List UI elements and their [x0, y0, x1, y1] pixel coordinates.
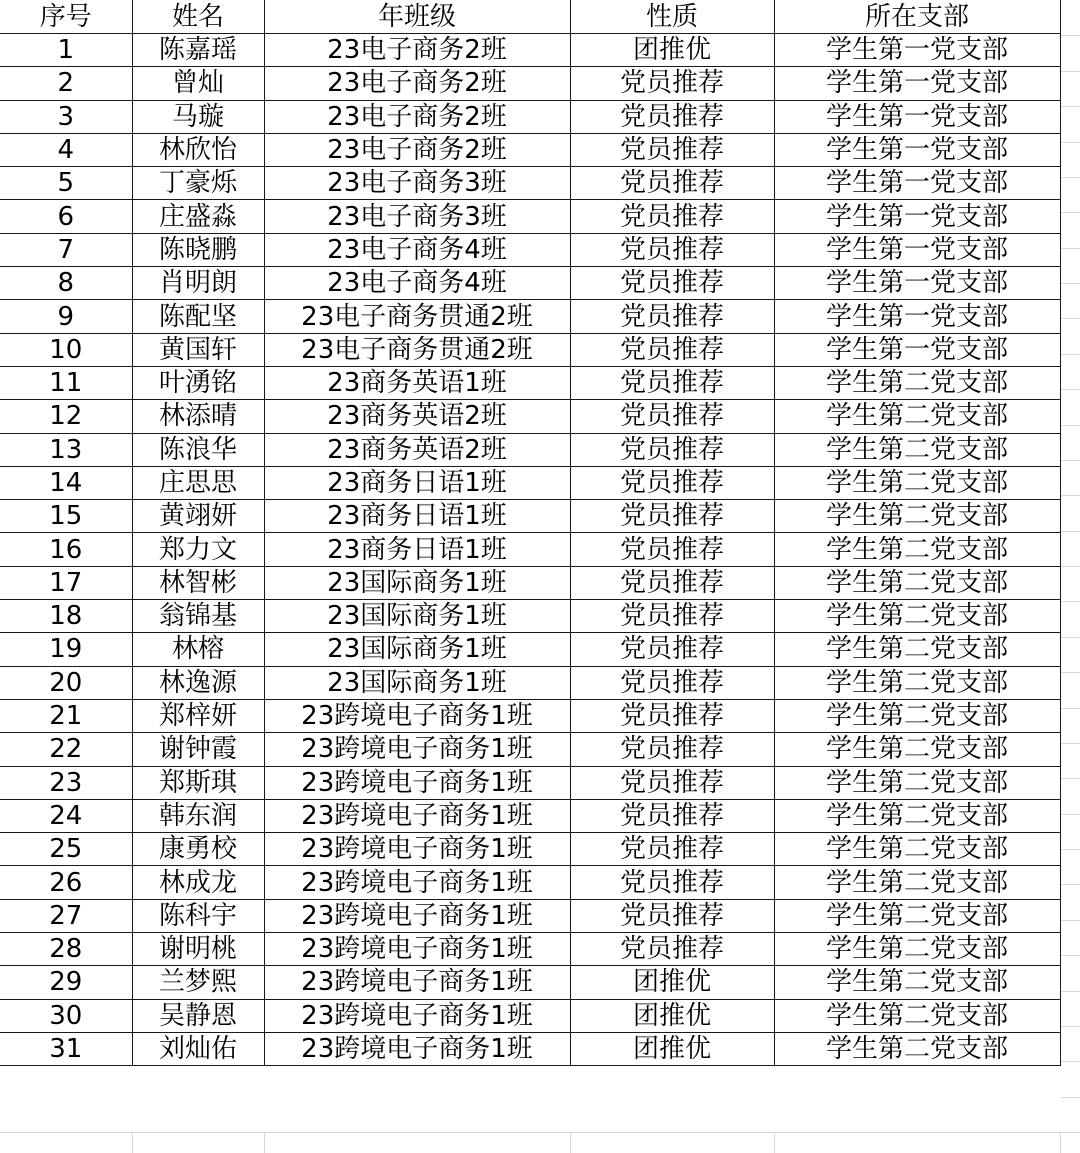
gridline [1061, 71, 1080, 72]
cell-name[interactable]: 曾灿 [132, 67, 264, 100]
cell-class[interactable]: 23商务日语1班 [264, 533, 570, 566]
cell-name[interactable]: 郑梓妍 [132, 699, 264, 732]
cell-class[interactable]: 23电子商务4班 [264, 267, 570, 300]
cell-index[interactable]: 2 [0, 67, 132, 100]
cell-index[interactable]: 6 [0, 200, 132, 233]
gridline [1061, 814, 1080, 815]
cell-name[interactable]: 谢明桃 [132, 933, 264, 966]
header-row [0, 0, 1060, 34]
table-row [0, 433, 1060, 466]
cell-branch[interactable]: 学生第二党支部 [774, 633, 1060, 666]
cell-type[interactable]: 党员推荐 [570, 899, 774, 932]
gridline [132, 1133, 133, 1153]
cell-type[interactable]: 团推优 [570, 1032, 774, 1065]
table-row [0, 666, 1060, 699]
cell-name[interactable]: 郑斯琪 [132, 766, 264, 799]
cell-name[interactable]: 陈浪华 [132, 433, 264, 466]
header-name[interactable]: 姓名 [132, 0, 264, 34]
cell-branch[interactable]: 学生第二党支部 [774, 699, 1060, 732]
gridline [1061, 672, 1080, 673]
table-row [0, 566, 1060, 599]
cell-index[interactable]: 23 [0, 766, 132, 799]
header-index[interactable]: 序号 [0, 0, 132, 34]
cell-class[interactable]: 23电子商务2班 [264, 67, 570, 100]
cell-branch[interactable]: 学生第二党支部 [774, 833, 1060, 866]
gridline [1061, 1061, 1080, 1062]
cell-branch[interactable]: 学生第一党支部 [774, 100, 1060, 133]
cell-index[interactable]: 18 [0, 600, 132, 633]
cell-type[interactable]: 党员推荐 [570, 67, 774, 100]
cell-class[interactable]: 23跨境电子商务1班 [264, 966, 570, 999]
table-row [0, 267, 1060, 300]
table-row [0, 34, 1060, 67]
cell-branch[interactable]: 学生第一党支部 [774, 300, 1060, 333]
table-row [0, 167, 1060, 200]
gridline [1061, 566, 1080, 567]
cell-type[interactable]: 党员推荐 [570, 733, 774, 766]
cell-class[interactable]: 23跨境电子商务1班 [264, 1032, 570, 1065]
gridline [1061, 849, 1080, 850]
cell-class[interactable]: 23商务英语1班 [264, 366, 570, 399]
cell-name[interactable]: 马璇 [132, 100, 264, 133]
cell-index[interactable]: 10 [0, 333, 132, 366]
cell-name[interactable]: 庄思思 [132, 466, 264, 499]
cell-name[interactable]: 黄翊妍 [132, 500, 264, 533]
cell-name[interactable]: 林添晴 [132, 400, 264, 433]
empty-column-gridlines [1061, 0, 1080, 1132]
cell-index[interactable]: 30 [0, 999, 132, 1032]
cell-branch[interactable]: 学生第一党支部 [774, 34, 1060, 67]
cell-type[interactable]: 党员推荐 [570, 133, 774, 166]
cell-branch[interactable]: 学生第二党支部 [774, 866, 1060, 899]
cell-index[interactable]: 12 [0, 400, 132, 433]
gridline [1061, 1026, 1080, 1027]
table-row [0, 1032, 1060, 1065]
roster-body [0, 34, 1060, 1066]
cell-name[interactable]: 林智彬 [132, 566, 264, 599]
cell-type[interactable]: 党员推荐 [570, 766, 774, 799]
cell-branch[interactable]: 学生第一党支部 [774, 233, 1060, 266]
cell-type[interactable]: 党员推荐 [570, 366, 774, 399]
cell-class[interactable]: 23电子商务3班 [264, 167, 570, 200]
cell-type[interactable]: 团推优 [570, 999, 774, 1032]
cell-name[interactable]: 陈嘉瑶 [132, 34, 264, 67]
table-row [0, 100, 1060, 133]
gridline [1061, 884, 1080, 885]
cell-index[interactable]: 20 [0, 666, 132, 699]
gridline [1060, 1133, 1061, 1153]
gridline [1061, 955, 1080, 956]
header-type[interactable]: 性质 [570, 0, 774, 34]
table-row [0, 766, 1060, 799]
cell-class[interactable]: 23国际商务1班 [264, 566, 570, 599]
cell-index[interactable]: 3 [0, 100, 132, 133]
gridline [1061, 460, 1080, 461]
cell-index[interactable]: 14 [0, 466, 132, 499]
cell-class[interactable]: 23电子商务4班 [264, 233, 570, 266]
cell-class[interactable]: 23国际商务1班 [264, 633, 570, 666]
cell-class[interactable]: 23电子商务2班 [264, 100, 570, 133]
table-row [0, 500, 1060, 533]
cell-class[interactable]: 23跨境电子商务1班 [264, 699, 570, 732]
gridline [1061, 495, 1080, 496]
cell-branch[interactable]: 学生第一党支部 [774, 200, 1060, 233]
cell-name[interactable]: 林榕 [132, 633, 264, 666]
table-row [0, 600, 1060, 633]
cell-index[interactable]: 11 [0, 366, 132, 399]
table-row [0, 300, 1060, 333]
gridline [1061, 637, 1080, 638]
table-row [0, 633, 1060, 666]
table-row [0, 333, 1060, 366]
cell-name[interactable]: 肖明朗 [132, 267, 264, 300]
cell-type[interactable]: 团推优 [570, 34, 774, 67]
cell-class[interactable]: 23商务日语1班 [264, 500, 570, 533]
cell-index[interactable]: 13 [0, 433, 132, 466]
cell-index[interactable]: 17 [0, 566, 132, 599]
cell-index[interactable]: 24 [0, 799, 132, 832]
cell-name[interactable]: 谢钟霞 [132, 733, 264, 766]
gridline [1061, 531, 1080, 532]
cell-index[interactable]: 1 [0, 34, 132, 67]
cell-name[interactable]: 陈晓鹏 [132, 233, 264, 266]
table-row [0, 866, 1060, 899]
gridline [1061, 778, 1080, 779]
table-row [0, 899, 1060, 932]
cell-branch[interactable]: 学生第一党支部 [774, 267, 1060, 300]
cell-branch[interactable]: 学生第二党支部 [774, 933, 1060, 966]
table-row [0, 833, 1060, 866]
cell-type[interactable]: 党员推荐 [570, 633, 774, 666]
cell-name[interactable]: 丁豪烁 [132, 167, 264, 200]
cell-class[interactable]: 23跨境电子商务1班 [264, 733, 570, 766]
cell-name[interactable]: 翁锦基 [132, 600, 264, 633]
cell-branch[interactable]: 学生第二党支部 [774, 533, 1060, 566]
cell-branch[interactable]: 学生第一党支部 [774, 67, 1060, 100]
cell-index[interactable]: 27 [0, 899, 132, 932]
cell-branch[interactable]: 学生第二党支部 [774, 966, 1060, 999]
cell-branch[interactable]: 学生第二党支部 [774, 600, 1060, 633]
gridline [1061, 142, 1080, 143]
cell-index[interactable]: 16 [0, 533, 132, 566]
cell-index[interactable]: 9 [0, 300, 132, 333]
gridline [1061, 708, 1080, 709]
cell-type[interactable]: 党员推荐 [570, 699, 774, 732]
gridline [1061, 601, 1080, 602]
cell-branch[interactable]: 学生第二党支部 [774, 400, 1060, 433]
cell-name[interactable]: 康勇校 [132, 833, 264, 866]
cell-index[interactable]: 22 [0, 733, 132, 766]
empty-row-gridlines [0, 1132, 1080, 1153]
cell-name[interactable]: 叶湧铭 [132, 366, 264, 399]
cell-type[interactable]: 党员推荐 [570, 400, 774, 433]
gridline [570, 1133, 571, 1153]
cell-type[interactable]: 党员推荐 [570, 267, 774, 300]
cell-name[interactable]: 林成龙 [132, 866, 264, 899]
gridline [1061, 248, 1080, 249]
cell-branch[interactable]: 学生第二党支部 [774, 1032, 1060, 1065]
cell-type[interactable]: 党员推荐 [570, 233, 774, 266]
cell-branch[interactable]: 学生第一党支部 [774, 333, 1060, 366]
table-row [0, 400, 1060, 433]
cell-index[interactable]: 21 [0, 699, 132, 732]
cell-index[interactable]: 19 [0, 633, 132, 666]
cell-class[interactable]: 23商务英语2班 [264, 433, 570, 466]
cell-index[interactable]: 28 [0, 933, 132, 966]
gridline [1061, 743, 1080, 744]
cell-index[interactable]: 7 [0, 233, 132, 266]
cell-name[interactable]: 林欣怡 [132, 133, 264, 166]
table-row [0, 233, 1060, 266]
cell-name[interactable]: 郑力文 [132, 533, 264, 566]
cell-type[interactable]: 党员推荐 [570, 300, 774, 333]
cell-branch[interactable]: 学生第一党支部 [774, 133, 1060, 166]
cell-class[interactable]: 23国际商务1班 [264, 600, 570, 633]
cell-type[interactable]: 党员推荐 [570, 933, 774, 966]
cell-class[interactable]: 23跨境电子商务1班 [264, 866, 570, 899]
cell-class[interactable]: 23商务日语1班 [264, 466, 570, 499]
cell-class[interactable]: 23跨境电子商务1班 [264, 833, 570, 866]
cell-index[interactable]: 29 [0, 966, 132, 999]
cell-name[interactable]: 兰梦熙 [132, 966, 264, 999]
cell-index[interactable]: 4 [0, 133, 132, 166]
cell-type[interactable]: 党员推荐 [570, 566, 774, 599]
gridline [1061, 389, 1080, 390]
cell-index[interactable]: 25 [0, 833, 132, 866]
cell-branch[interactable]: 学生第二党支部 [774, 433, 1060, 466]
cell-class[interactable]: 23电子商务贯通2班 [264, 300, 570, 333]
cell-index[interactable]: 15 [0, 500, 132, 533]
cell-type[interactable]: 党员推荐 [570, 866, 774, 899]
cell-branch[interactable]: 学生第二党支部 [774, 766, 1060, 799]
cell-name[interactable]: 林逸源 [132, 666, 264, 699]
cell-name[interactable]: 庄盛淼 [132, 200, 264, 233]
cell-class[interactable]: 23电子商务2班 [264, 34, 570, 67]
cell-class[interactable]: 23电子商务3班 [264, 200, 570, 233]
cell-type[interactable]: 党员推荐 [570, 167, 774, 200]
cell-branch[interactable]: 学生第二党支部 [774, 466, 1060, 499]
cell-type[interactable]: 党员推荐 [570, 200, 774, 233]
cell-branch[interactable]: 学生第二党支部 [774, 366, 1060, 399]
gridline [1061, 1097, 1080, 1098]
gridline [1061, 283, 1080, 284]
cell-class[interactable]: 23商务英语2班 [264, 400, 570, 433]
cell-name[interactable]: 刘灿佑 [132, 1032, 264, 1065]
cell-class[interactable]: 23国际商务1班 [264, 666, 570, 699]
gridline [1061, 106, 1080, 107]
gridline [1061, 991, 1080, 992]
table-row [0, 366, 1060, 399]
table-row [0, 999, 1060, 1032]
gridline [264, 1133, 265, 1153]
gridline [1061, 920, 1080, 921]
cell-index[interactable]: 26 [0, 866, 132, 899]
cell-branch[interactable]: 学生第二党支部 [774, 566, 1060, 599]
cell-type[interactable]: 团推优 [570, 966, 774, 999]
cell-branch[interactable]: 学生第一党支部 [774, 167, 1060, 200]
gridline [1061, 177, 1080, 178]
gridline [1061, 35, 1080, 36]
cell-type[interactable]: 党员推荐 [570, 500, 774, 533]
cell-class[interactable]: 23跨境电子商务1班 [264, 933, 570, 966]
gridline [774, 1133, 775, 1153]
cell-type[interactable]: 党员推荐 [570, 799, 774, 832]
cell-class[interactable]: 23电子商务2班 [264, 133, 570, 166]
cell-type[interactable]: 党员推荐 [570, 433, 774, 466]
cell-branch[interactable]: 学生第二党支部 [774, 666, 1060, 699]
gridline [1061, 212, 1080, 213]
cell-index[interactable]: 31 [0, 1032, 132, 1065]
cell-branch[interactable]: 学生第二党支部 [774, 500, 1060, 533]
table-row [0, 699, 1060, 732]
header-class[interactable]: 年班级 [264, 0, 570, 34]
cell-branch[interactable]: 学生第二党支部 [774, 733, 1060, 766]
table-row [0, 733, 1060, 766]
table-row [0, 966, 1060, 999]
table-row [0, 200, 1060, 233]
cell-class[interactable]: 23跨境电子商务1班 [264, 766, 570, 799]
cell-type[interactable]: 党员推荐 [570, 333, 774, 366]
cell-branch[interactable]: 学生第二党支部 [774, 799, 1060, 832]
cell-class[interactable]: 23跨境电子商务1班 [264, 899, 570, 932]
cell-branch[interactable]: 学生第二党支部 [774, 999, 1060, 1032]
cell-type[interactable]: 党员推荐 [570, 833, 774, 866]
gridline [1061, 425, 1080, 426]
table-row [0, 799, 1060, 832]
cell-name[interactable]: 黄国轩 [132, 333, 264, 366]
gridline [1061, 354, 1080, 355]
gridline [1061, 318, 1080, 319]
cell-name[interactable]: 陈配坚 [132, 300, 264, 333]
cell-type[interactable]: 党员推荐 [570, 533, 774, 566]
cell-branch[interactable]: 学生第二党支部 [774, 899, 1060, 932]
table-row [0, 466, 1060, 499]
cell-index[interactable]: 5 [0, 167, 132, 200]
table-row [0, 133, 1060, 166]
cell-name[interactable]: 吴静恩 [132, 999, 264, 1032]
cell-type[interactable]: 党员推荐 [570, 666, 774, 699]
cell-type[interactable]: 党员推荐 [570, 600, 774, 633]
cell-name[interactable]: 韩东润 [132, 799, 264, 832]
cell-class[interactable]: 23电子商务贯通2班 [264, 333, 570, 366]
cell-type[interactable]: 党员推荐 [570, 100, 774, 133]
cell-class[interactable]: 23跨境电子商务1班 [264, 799, 570, 832]
table-row [0, 67, 1060, 100]
cell-type[interactable]: 党员推荐 [570, 466, 774, 499]
table-row [0, 933, 1060, 966]
cell-name[interactable]: 陈科宇 [132, 899, 264, 932]
header-branch[interactable]: 所在支部 [774, 0, 1060, 34]
table-row [0, 533, 1060, 566]
cell-index[interactable]: 8 [0, 267, 132, 300]
cell-class[interactable]: 23跨境电子商务1班 [264, 999, 570, 1032]
